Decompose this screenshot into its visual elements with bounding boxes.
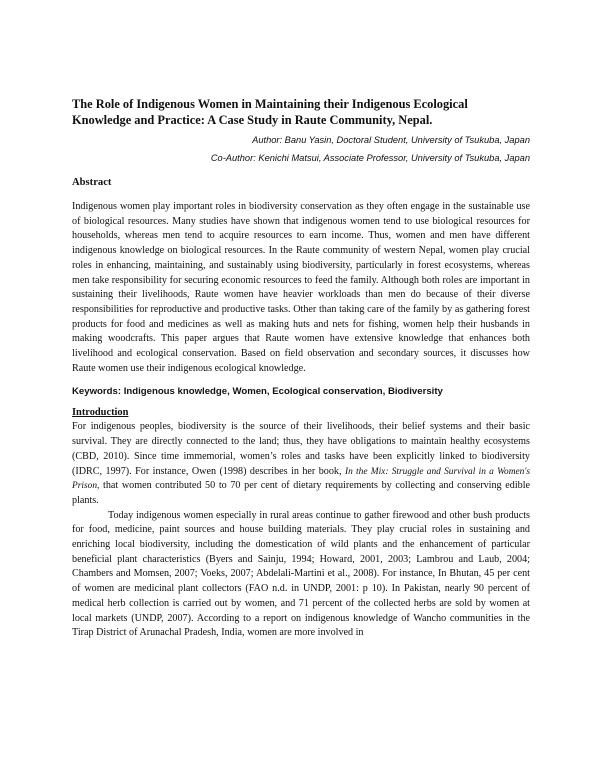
abstract-text: Indigenous women play important roles in biodiversity conservation as they often engage in the sustainable use of biological resources. Many studies have shown that indigenous women tend to use biological resources for households, whereas men tend to acquire resources to earn income. Thus, women and men have different indigenous knowledge on biological resources. In the Raute community of western Nepal, women play crucial roles in enhancing, maintaining, and sustainably using biodiversity, particularly in forest ecosystems, whereas men take responsibility for securing economic resources to feed the family. Although both roles are important in sustaining their livelihoods, Raute women have heavier workloads than men do because of their diverse responsibilities for reproductive and productive tasks. Other than taking care of the family by as gathering forest products for food and medicines as well as making huts and nets for fishing, women help their husbands in making woodcrafts. This paper argues that Raute women have extensive knowledge that enhances both livelihood and ecological conservation. Based on field observation and secondary sources, it discusses how Raute women use their indigenous ecological knowledge. [72,201,530,374]
book-title: In the Mix: Struggle and Survival in a Women's Prison, [72,466,531,492]
intro-paragraph-2: Today indigenous women especially in rural areas continue to gather firewood and other bush products for food, medicine, paint sources and house building materials. They play crucial roles in sustaining and enriching local biodiversity, including the domestication of wild plants and the enhancement of particular beneficial plant characteristics (Byers and Sainju, 1994; Howard, 2001, 2003; Lambrou and Laub, 2004; Chambers and Momsen, 2007; Voeks, 2007; Abdelali-Martini et al., 2008). For instance, In Bhutan, 45 per cent of women are medicinal plant collectors (FAO n.d. in UNDP, 2001: p 10). In Pakistan, nearly 90 percent of medical herb collection is carried out by women, and 71 percent of the collected herbs are sold by women at local markets (UNDP, 2007). According to a report on indigenous knowledge of Wancho communities in the Tirap District of Arunachal Pradesh, India, women are more involved in [72,509,530,639]
keywords-line: Keywords: Indigenous knowledge, Women, Ecological conservation, Biodiversity [72,386,443,398]
coauthor-line: Co-Author: Kenichi Matsui, Associate Professor, University of Tsukuba, Japan [210,153,530,163]
introduction-heading: Introduction [72,407,129,419]
paper-title: The Role of Indigenous Women in Maintaining their Indigenous Ecological Knowledge and Practice: A Case Study in Raute Community, Nepal. [72,97,468,127]
intro-paragraph-1 [72,420,530,508]
author-line: Author: Banu Yasin, Doctoral Student, University of Tsukuba, Japan [252,135,530,145]
intro-p1-text-start: For indigenous peoples, biodiversity is the source of their livelihoods, their belief systems and their basic survival. They are directly connected to the land; thus, they have obligations to maintain healthy ecosystems (CBD, 2010). Since time immemorial, women’s roles and tasks have been explicitly linked to biodiversity (IDRC, 1997). For instance, Owen (1998) describes in her book, [72,421,530,477]
document-page [72,96,530,641]
intro-p1-text-end: that women contributed 50 to 70 per cent of dietary requirements by collecting and conserving edible plants. [72,480,530,506]
abstract-heading: Abstract [72,177,112,188]
